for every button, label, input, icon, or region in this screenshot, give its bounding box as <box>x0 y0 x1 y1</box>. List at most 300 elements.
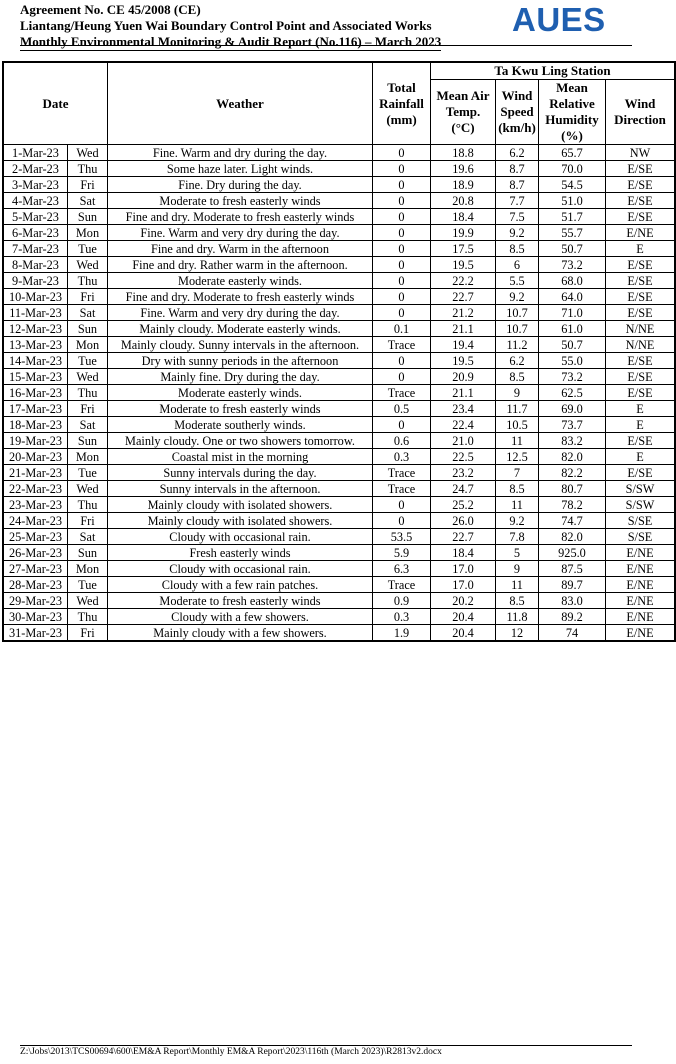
day-cell: Fri <box>68 401 108 417</box>
rainfall-cell: 0.5 <box>373 401 431 417</box>
column-header-humidity <box>539 80 606 145</box>
day-cell: Thu <box>68 497 108 513</box>
date-cell: 12-Mar-23 <box>4 321 68 337</box>
wind-speed-cell: 8.7 <box>496 161 539 177</box>
date-cell: 21-Mar-23 <box>4 465 68 481</box>
wind-direction-cell: S/SW <box>606 497 675 513</box>
temp-cell: 18.4 <box>431 545 496 561</box>
wind-speed-cell: 12.5 <box>496 449 539 465</box>
rainfall-cell: 0 <box>373 209 431 225</box>
day-cell: Sat <box>68 417 108 433</box>
table-row <box>4 401 675 417</box>
table-row <box>4 577 675 593</box>
date-cell: 25-Mar-23 <box>4 529 68 545</box>
temp-cell: 19.6 <box>431 161 496 177</box>
humidity-label-4: (%) <box>561 128 583 143</box>
rainfall-cell: 0 <box>373 193 431 209</box>
date-cell: 15-Mar-23 <box>4 369 68 385</box>
wind-direction-cell: E/SE <box>606 273 675 289</box>
date-cell: 8-Mar-23 <box>4 257 68 273</box>
column-header-date: Date <box>4 63 108 145</box>
wind-speed-label-2: Speed <box>500 104 534 119</box>
wind-speed-cell: 9.2 <box>496 289 539 305</box>
humidity-cell: 78.2 <box>539 497 606 513</box>
table-row <box>4 209 675 225</box>
temp-cell: 22.4 <box>431 417 496 433</box>
rainfall-label-3: (mm) <box>386 111 417 127</box>
temp-cell: 17.0 <box>431 577 496 593</box>
humidity-cell: 74 <box>539 625 606 641</box>
humidity-cell: 65.7 <box>539 145 606 161</box>
humidity-cell: 82.0 <box>539 529 606 545</box>
wind-direction-cell: N/NE <box>606 337 675 353</box>
temp-cell: 23.4 <box>431 401 496 417</box>
rainfall-cell: 0 <box>373 241 431 257</box>
date-cell: 20-Mar-23 <box>4 449 68 465</box>
weather-cell: Cloudy with occasional rain. <box>108 561 373 577</box>
wind-direction-cell: E/SE <box>606 385 675 401</box>
wind-direction-cell: E <box>606 401 675 417</box>
weather-cell: Cloudy with a few rain patches. <box>108 577 373 593</box>
day-cell: Sat <box>68 529 108 545</box>
rainfall-cell: 0 <box>373 497 431 513</box>
weather-cell: Mainly cloudy. One or two showers tomorrow. <box>108 433 373 449</box>
wind-speed-label-1: Wind <box>501 88 533 103</box>
humidity-cell: 89.2 <box>539 609 606 625</box>
rainfall-cell: 0 <box>373 305 431 321</box>
weather-cell: Fine. Warm and very dry during the day. <box>108 225 373 241</box>
humidity-cell: 83.2 <box>539 433 606 449</box>
wind-speed-cell: 9 <box>496 385 539 401</box>
date-cell: 5-Mar-23 <box>4 209 68 225</box>
table-row <box>4 321 675 337</box>
rainfall-cell: 0 <box>373 273 431 289</box>
wind-speed-cell: 8.5 <box>496 481 539 497</box>
wind-direction-cell: E/SE <box>606 353 675 369</box>
rainfall-cell: 0 <box>373 289 431 305</box>
header-divider <box>20 45 632 46</box>
wind-speed-cell: 7.5 <box>496 209 539 225</box>
table-row <box>4 529 675 545</box>
day-cell: Wed <box>68 257 108 273</box>
weather-cell: Fine. Warm and very dry during the day. <box>108 305 373 321</box>
temp-cell: 21.1 <box>431 321 496 337</box>
rainfall-cell: 53.5 <box>373 529 431 545</box>
table-row <box>4 545 675 561</box>
date-cell: 2-Mar-23 <box>4 161 68 177</box>
temp-cell: 22.7 <box>431 529 496 545</box>
wind-direction-cell: S/SE <box>606 529 675 545</box>
rainfall-cell: 0 <box>373 513 431 529</box>
weather-cell: Fine and dry. Warm in the afternoon <box>108 241 373 257</box>
weather-cell: Moderate to fresh easterly winds <box>108 593 373 609</box>
wind-direction-cell: E/SE <box>606 257 675 273</box>
table-row <box>4 609 675 625</box>
column-header-temp <box>431 80 496 145</box>
day-cell: Tue <box>68 241 108 257</box>
date-cell: 14-Mar-23 <box>4 353 68 369</box>
wind-direction-cell: E/SE <box>606 305 675 321</box>
humidity-cell: 51.7 <box>539 209 606 225</box>
wind-speed-cell: 7 <box>496 465 539 481</box>
temp-cell: 19.5 <box>431 257 496 273</box>
temp-cell: 21.2 <box>431 305 496 321</box>
rainfall-cell: 0 <box>373 177 431 193</box>
wind-direction-cell: E/SE <box>606 465 675 481</box>
day-cell: Mon <box>68 561 108 577</box>
weather-cell: Sunny intervals during the day. <box>108 465 373 481</box>
weather-cell: Moderate easterly winds. <box>108 273 373 289</box>
day-cell: Thu <box>68 609 108 625</box>
weather-cell: Fine and dry. Moderate to fresh easterly winds <box>108 209 373 225</box>
rainfall-cell: 6.3 <box>373 561 431 577</box>
temp-cell: 18.4 <box>431 209 496 225</box>
agreement-number: Agreement No. CE 45/2008 (CE) <box>20 2 201 17</box>
rainfall-cell: 0.1 <box>373 321 431 337</box>
date-cell: 22-Mar-23 <box>4 481 68 497</box>
humidity-cell: 55.0 <box>539 353 606 369</box>
wind-speed-cell: 9.2 <box>496 225 539 241</box>
humidity-cell: 83.0 <box>539 593 606 609</box>
rainfall-cell: 0 <box>373 161 431 177</box>
table-row <box>4 353 675 369</box>
wind-direction-cell: E/NE <box>606 225 675 241</box>
humidity-cell: 73.7 <box>539 417 606 433</box>
wind-direction-cell: E/NE <box>606 625 675 641</box>
wind-speed-cell: 11.7 <box>496 401 539 417</box>
temp-cell: 20.4 <box>431 609 496 625</box>
date-cell: 19-Mar-23 <box>4 433 68 449</box>
date-cell: 28-Mar-23 <box>4 577 68 593</box>
humidity-cell: 61.0 <box>539 321 606 337</box>
day-cell: Sun <box>68 545 108 561</box>
day-cell: Fri <box>68 625 108 641</box>
wind-direction-cell: E/NE <box>606 593 675 609</box>
rainfall-cell: 0 <box>373 257 431 273</box>
day-cell: Wed <box>68 145 108 161</box>
wind-direction-cell: E/SE <box>606 289 675 305</box>
wind-speed-label-3: (km/h) <box>498 120 536 135</box>
date-cell: 13-Mar-23 <box>4 337 68 353</box>
humidity-label-3: Humidity <box>545 112 599 127</box>
day-cell: Sun <box>68 209 108 225</box>
date-cell: 11-Mar-23 <box>4 305 68 321</box>
table-row <box>4 481 675 497</box>
weather-cell: Mainly cloudy with isolated showers. <box>108 513 373 529</box>
day-cell: Tue <box>68 577 108 593</box>
day-cell: Sun <box>68 433 108 449</box>
date-cell: 26-Mar-23 <box>4 545 68 561</box>
temp-cell: 25.2 <box>431 497 496 513</box>
date-cell: 31-Mar-23 <box>4 625 68 641</box>
day-cell: Thu <box>68 161 108 177</box>
temp-cell: 21.0 <box>431 433 496 449</box>
date-cell: 27-Mar-23 <box>4 561 68 577</box>
wind-direction-cell: E/SE <box>606 369 675 385</box>
humidity-cell: 89.7 <box>539 577 606 593</box>
wind-speed-cell: 8.5 <box>496 241 539 257</box>
temp-cell: 19.5 <box>431 353 496 369</box>
humidity-cell: 62.5 <box>539 385 606 401</box>
day-cell: Mon <box>68 225 108 241</box>
table-row <box>4 449 675 465</box>
weather-cell: Some haze later. Light winds. <box>108 161 373 177</box>
weather-table-body <box>4 145 675 641</box>
date-cell: 18-Mar-23 <box>4 417 68 433</box>
date-cell: 9-Mar-23 <box>4 273 68 289</box>
day-cell: Wed <box>68 593 108 609</box>
wind-speed-cell: 8.5 <box>496 369 539 385</box>
weather-cell: Fresh easterly winds <box>108 545 373 561</box>
humidity-cell: 73.2 <box>539 369 606 385</box>
column-header-weather: Weather <box>108 63 373 145</box>
wind-speed-cell: 10.5 <box>496 417 539 433</box>
report-title: Monthly Environmental Monitoring & Audit Report (No.116) – March 2023 <box>20 34 442 49</box>
day-cell: Wed <box>68 481 108 497</box>
table-row <box>4 177 675 193</box>
humidity-cell: 82.2 <box>539 465 606 481</box>
wind-speed-cell: 7.8 <box>496 529 539 545</box>
table-row <box>4 161 675 177</box>
table-row <box>4 305 675 321</box>
day-cell: Thu <box>68 273 108 289</box>
wind-speed-cell: 10.7 <box>496 321 539 337</box>
humidity-cell: 71.0 <box>539 305 606 321</box>
humidity-cell: 82.0 <box>539 449 606 465</box>
wind-direction-cell: N/NE <box>606 321 675 337</box>
wind-speed-cell: 5 <box>496 545 539 561</box>
day-cell: Sun <box>68 321 108 337</box>
temp-cell: 26.0 <box>431 513 496 529</box>
day-cell: Tue <box>68 353 108 369</box>
rainfall-cell: Trace <box>373 337 431 353</box>
file-path-footer: Z:\Jobs\2013\TCS00694\600\EM&A Report\Monthly EM&A Report\2023\116th (March 2023)\R2813v2.docx <box>20 1047 442 1057</box>
temp-cell: 23.2 <box>431 465 496 481</box>
column-header-rainfall <box>373 63 431 145</box>
rainfall-label-1: Total <box>387 79 416 95</box>
rainfall-cell: 0.3 <box>373 449 431 465</box>
humidity-label-2: Relative <box>549 96 595 111</box>
wind-speed-cell: 11.8 <box>496 609 539 625</box>
wind-speed-cell: 7.7 <box>496 193 539 209</box>
wind-direction-cell: S/SW <box>606 481 675 497</box>
day-cell: Thu <box>68 385 108 401</box>
wind-speed-cell: 9.2 <box>496 513 539 529</box>
rainfall-cell: 1.9 <box>373 625 431 641</box>
date-cell: 3-Mar-23 <box>4 177 68 193</box>
day-cell: Fri <box>68 289 108 305</box>
table-row <box>4 369 675 385</box>
humidity-cell: 74.7 <box>539 513 606 529</box>
rainfall-cell: 5.9 <box>373 545 431 561</box>
humidity-cell: 54.5 <box>539 177 606 193</box>
weather-cell: Moderate southerly winds. <box>108 417 373 433</box>
wind-speed-cell: 8.5 <box>496 593 539 609</box>
humidity-cell: 51.0 <box>539 193 606 209</box>
date-cell: 23-Mar-23 <box>4 497 68 513</box>
table-row <box>4 241 675 257</box>
table-row <box>4 625 675 641</box>
wind-direction-cell: E <box>606 417 675 433</box>
weather-cell: Cloudy with occasional rain. <box>108 529 373 545</box>
wind-speed-cell: 11 <box>496 433 539 449</box>
column-header-wind-speed <box>496 80 539 145</box>
temp-cell: 17.5 <box>431 241 496 257</box>
weather-cell: Sunny intervals in the afternoon. <box>108 481 373 497</box>
weather-cell: Moderate easterly winds. <box>108 385 373 401</box>
temp-cell: 22.2 <box>431 273 496 289</box>
day-cell: Sat <box>68 305 108 321</box>
table-row <box>4 433 675 449</box>
temp-cell: 24.7 <box>431 481 496 497</box>
temp-label-2: Temp. <box>445 104 481 119</box>
weather-cell: Mainly cloudy. Moderate easterly winds. <box>108 321 373 337</box>
weather-cell: Fine and dry. Moderate to fresh easterly winds <box>108 289 373 305</box>
weather-cell: Dry with sunny periods in the afternoon <box>108 353 373 369</box>
rainfall-cell: Trace <box>373 465 431 481</box>
temp-cell: 18.8 <box>431 145 496 161</box>
date-cell: 1-Mar-23 <box>4 145 68 161</box>
table-row <box>4 417 675 433</box>
rainfall-cell: 0 <box>373 145 431 161</box>
rainfall-cell: 0.6 <box>373 433 431 449</box>
rainfall-cell: 0.9 <box>373 593 431 609</box>
station-header: Ta Kwu Ling Station <box>431 63 675 80</box>
aues-logo: AUES <box>512 1 606 38</box>
wind-speed-cell: 5.5 <box>496 273 539 289</box>
weather-cell: Fine and dry. Rather warm in the afternoon. <box>108 257 373 273</box>
temp-cell: 20.2 <box>431 593 496 609</box>
humidity-cell: 64.0 <box>539 289 606 305</box>
weather-cell: Coastal mist in the morning <box>108 449 373 465</box>
wind-direction-cell: E/NE <box>606 545 675 561</box>
wind-speed-cell: 11 <box>496 497 539 513</box>
day-cell: Sat <box>68 193 108 209</box>
temp-cell: 19.9 <box>431 225 496 241</box>
date-cell: 24-Mar-23 <box>4 513 68 529</box>
date-cell: 7-Mar-23 <box>4 241 68 257</box>
wind-dir-label-1: Wind <box>624 96 656 111</box>
weather-cell: Moderate to fresh easterly winds <box>108 193 373 209</box>
date-cell: 16-Mar-23 <box>4 385 68 401</box>
wind-direction-cell: E <box>606 241 675 257</box>
table-row <box>4 257 675 273</box>
wind-direction-cell: NW <box>606 145 675 161</box>
table-row <box>4 193 675 209</box>
table-row <box>4 145 675 161</box>
wind-direction-cell: S/SE <box>606 513 675 529</box>
temp-cell: 22.5 <box>431 449 496 465</box>
temp-cell: 20.9 <box>431 369 496 385</box>
table-row <box>4 497 675 513</box>
day-cell: Tue <box>68 465 108 481</box>
weather-cell: Fine. Warm and dry during the day. <box>108 145 373 161</box>
humidity-cell: 50.7 <box>539 337 606 353</box>
day-cell: Mon <box>68 449 108 465</box>
weather-cell: Mainly fine. Dry during the day. <box>108 369 373 385</box>
date-cell: 6-Mar-23 <box>4 225 68 241</box>
table-row <box>4 273 675 289</box>
day-cell: Wed <box>68 369 108 385</box>
wind-speed-cell: 6.2 <box>496 353 539 369</box>
temp-cell: 19.4 <box>431 337 496 353</box>
date-cell: 17-Mar-23 <box>4 401 68 417</box>
temp-label-3: (°C) <box>451 120 475 135</box>
wind-speed-cell: 6.2 <box>496 145 539 161</box>
day-cell: Fri <box>68 177 108 193</box>
temp-cell: 17.0 <box>431 561 496 577</box>
wind-direction-cell: E/SE <box>606 161 675 177</box>
wind-direction-cell: E/SE <box>606 433 675 449</box>
wind-speed-cell: 12 <box>496 625 539 641</box>
rainfall-cell: 0 <box>373 353 431 369</box>
humidity-cell: 925.0 <box>539 545 606 561</box>
temp-cell: 21.1 <box>431 385 496 401</box>
wind-speed-cell: 11.2 <box>496 337 539 353</box>
humidity-cell: 70.0 <box>539 161 606 177</box>
temp-cell: 20.8 <box>431 193 496 209</box>
rainfall-cell: 0 <box>373 417 431 433</box>
humidity-label-1: Mean <box>556 80 588 95</box>
rainfall-cell: 0 <box>373 225 431 241</box>
humidity-cell: 80.7 <box>539 481 606 497</box>
weather-cell: Cloudy with a few showers. <box>108 609 373 625</box>
wind-direction-cell: E/SE <box>606 209 675 225</box>
wind-speed-cell: 9 <box>496 561 539 577</box>
table-row <box>4 465 675 481</box>
table-row <box>4 337 675 353</box>
date-cell: 30-Mar-23 <box>4 609 68 625</box>
weather-cell: Moderate to fresh easterly winds <box>108 401 373 417</box>
temp-cell: 22.7 <box>431 289 496 305</box>
temp-cell: 20.4 <box>431 625 496 641</box>
day-cell: Mon <box>68 337 108 353</box>
rainfall-cell: Trace <box>373 577 431 593</box>
table-row <box>4 289 675 305</box>
wind-dir-label-2: Direction <box>614 112 666 127</box>
wind-direction-cell: E/NE <box>606 609 675 625</box>
footer-divider <box>20 1045 632 1046</box>
table-row <box>4 561 675 577</box>
humidity-cell: 68.0 <box>539 273 606 289</box>
weather-cell: Mainly cloudy with a few showers. <box>108 625 373 641</box>
weather-table <box>3 62 675 641</box>
humidity-cell: 50.7 <box>539 241 606 257</box>
table-row <box>4 385 675 401</box>
temp-cell: 18.9 <box>431 177 496 193</box>
wind-speed-cell: 11 <box>496 577 539 593</box>
wind-speed-cell: 6 <box>496 257 539 273</box>
wind-speed-cell: 8.7 <box>496 177 539 193</box>
day-cell: Fri <box>68 513 108 529</box>
weather-cell: Mainly cloudy with isolated showers. <box>108 497 373 513</box>
weather-cell: Fine. Dry during the day. <box>108 177 373 193</box>
column-header-wind-direction <box>606 80 675 145</box>
table-row <box>4 225 675 241</box>
project-title: Liantang/Heung Yuen Wai Boundary Control Point and Associated Works <box>20 17 432 33</box>
date-cell: 4-Mar-23 <box>4 193 68 209</box>
wind-direction-cell: E/SE <box>606 177 675 193</box>
wind-direction-cell: E/NE <box>606 561 675 577</box>
humidity-cell: 69.0 <box>539 401 606 417</box>
humidity-cell: 87.5 <box>539 561 606 577</box>
rainfall-label-2: Rainfall <box>379 95 424 111</box>
rainfall-cell: 0.3 <box>373 609 431 625</box>
date-cell: 29-Mar-23 <box>4 593 68 609</box>
rainfall-cell: 0 <box>373 369 431 385</box>
wind-direction-cell: E <box>606 449 675 465</box>
table-row <box>4 593 675 609</box>
